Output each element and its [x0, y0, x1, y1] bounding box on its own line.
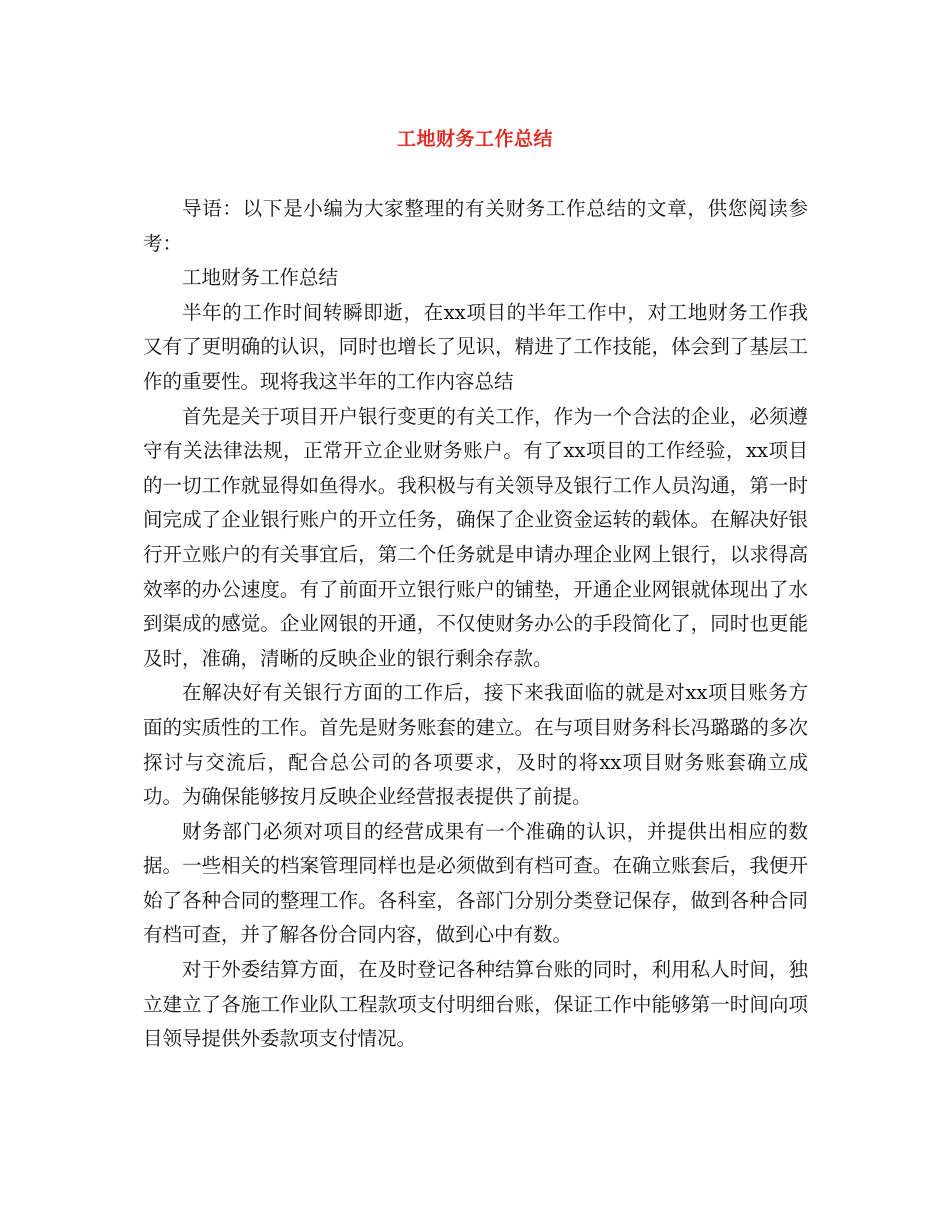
paragraph: 半年的工作时间转瞬即逝，在xx项目的半年工作中，对工地财务工作我又有了更明确的认识，同时也增长了见识，精进了工作技能，体会到了基层工作的重要性。现将我这半年的工作内容总结: [143, 300, 808, 393]
paragraph: 财务部门必须对项目的经营成果有一个准确的认识，并提供出相应的数据。一些相关的档案管理同样也是必须做到有档可查。在确立账套后，我便开始了各种合同的整理工作。各科室，各部门分别分类登记保存，做到各种合同有档可查，并了解各份合同内容，做到心中有数。: [143, 819, 808, 947]
paragraph: 首先是关于项目开户银行变更的有关工作，作为一个合法的企业，必须遵守有关法律法规，正常开立企业财务账户。有了xx项目的工作经验，xx项目的一切工作就显得如鱼得水。我积极与有关领导及银行工作人员沟通，第一时间完成了企业银行账户的开立任务，确保了企业资金运转的载体。在解决好银行开立账户的有关事宜后，第二个任务就是申请办理企业网上银行，以求得高效率的办公速度。有了前面开立银行账户的铺垫，开通企业网银就体现出了水到渠成的感觉。企业网银的开通，不仅使财务办公的手段简化了，同时也更能及时，准确，清晰的反映企业的银行剩余存款。: [143, 404, 808, 670]
paragraph: 在解决好有关银行方面的工作后，接下来我面临的就是对xx项目账务方面的实质性的工作。首先是财务账套的建立。在与项目财务科长冯璐璐的多次探讨与交流后，配合总公司的各项要求，及时的将xx项目财务账套确立成功。为确保能够按月反映企业经营报表提供了前提。: [143, 681, 808, 809]
document-body: [143, 192, 808, 1057]
paragraph: 对于外委结算方面，在及时登记各种结算台账的同时，利用私人时间，独立建立了各施工作业队工程款项支付明细台账，保证工作中能够第一时间向项目领导提供外委款项支付情况。: [143, 958, 808, 1051]
paragraph-intro: 导语：以下是小编为大家整理的有关财务工作总结的文章，供您阅读参考：: [143, 197, 808, 255]
paragraph-subtitle: 工地财务工作总结: [182, 266, 339, 290]
document-title: 工地财务工作总结: [396, 128, 553, 150]
